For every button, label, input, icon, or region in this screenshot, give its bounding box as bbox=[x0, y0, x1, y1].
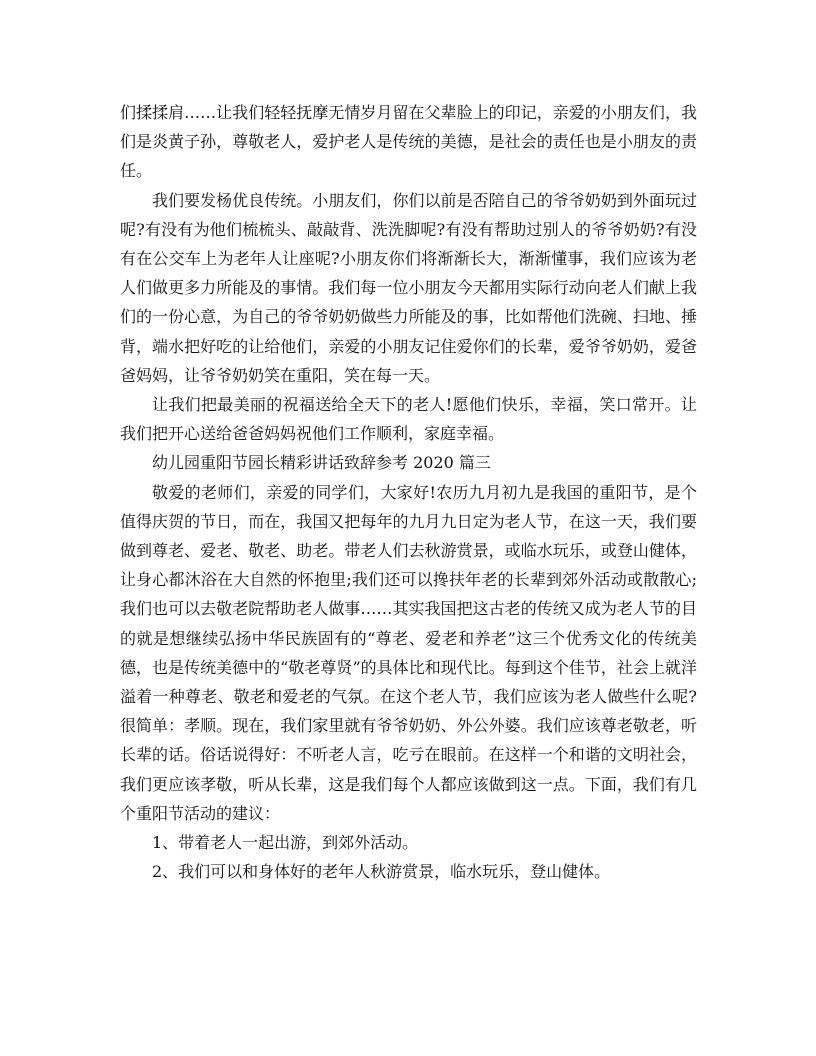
paragraph-tradition: 我们要发杨优良传统。小朋友们，你们以前是否陪自己的爷爷奶奶到外面玩过呢?有没有为他们梳梳头、敲敲背、洗洗脚呢?有没有帮助过别人的爷爷奶奶?有没有在公交车上为老年人让座呢?小朋友你们将渐渐长大，渐渐懂事，我们应该为老人们做更多力所能及的事情。我们每一位小朋友今天都用实际行动向老人们献上我们的一份心意，为自己的爷爷奶奶做些力所能及的事，比如帮他们洗碗、扫地、捶背，端水把好吃的让给他们，亲爱的小朋友记住爱你们的长辈，爱爷爷奶奶，爱爸爸妈妈，让爷爷奶奶笑在重阳，笑在每一天。 bbox=[120, 190, 697, 385]
paragraph-speech: 敬爱的老师们，亲爱的同学们，大家好!农历九月初九是我国的重阳节，是个值得庆贺的节日，而在，我国又把每年的九月九日定为老人节，在这一天，我们要做到尊老、爱老、敬老、助老。带老人们去秋游赏景，或临水玩乐，或登山健体，让身心都沐浴在大自然的怀抱里;我们还可以搀扶年老的长辈到郊外活动或散散心;我们也可以去敬老院帮助老人做事……其实我国把这古老的传统又成为老人节的目的就是想继续弘扬中华民族固有的“尊老、爱老和养老”这三个优秀文化的传统美德，也是传统美德中的“敬老尊贤”的具体比和现代比。每到这个佳节，社会上就洋溢着一种尊老、敬老和爱老的气氛。在这个老人节，我们应该为老人做些什么呢?很简单：孝顺。现在，我们家里就有爷爷奶奶、外公外婆。我们应该尊老敬老，听长辈的话。俗话说得好：不听老人言，吃亏在眼前。在这样一个和谐的文明社会，我们更应该孝敬，听从长辈，这是我们每个人都应该做到这一点。下面，我们有几个重阳节活动的建议： bbox=[120, 482, 697, 823]
paragraph-continuation: 们揉揉肩……让我们轻轻抚摩无情岁月留在父辈脸上的印记，亲爱的小朋友们，我们是炎黄子孙，尊敬老人，爱护老人是传统的美德，是社会的责任也是小朋友的责任。 bbox=[120, 103, 697, 181]
list-item-suggestion-1: 1、带着老人一起出游，到郊外活动。 bbox=[152, 833, 419, 853]
document-body bbox=[120, 98, 697, 886]
list-item-suggestion-2: 2、我们可以和身体好的老年人秋游赏景，临水玩乐，登山健体。 bbox=[152, 862, 611, 882]
paragraph-blessing: 让我们把最美丽的祝福送给全天下的老人!愿他们快乐，幸福，笑口常开。让我们把开心送给爸爸妈妈祝他们工作顺利，家庭幸福。 bbox=[120, 395, 697, 444]
section-heading: 幼儿园重阳节园长精彩讲话致辞参考 2020 篇三 bbox=[152, 453, 491, 473]
